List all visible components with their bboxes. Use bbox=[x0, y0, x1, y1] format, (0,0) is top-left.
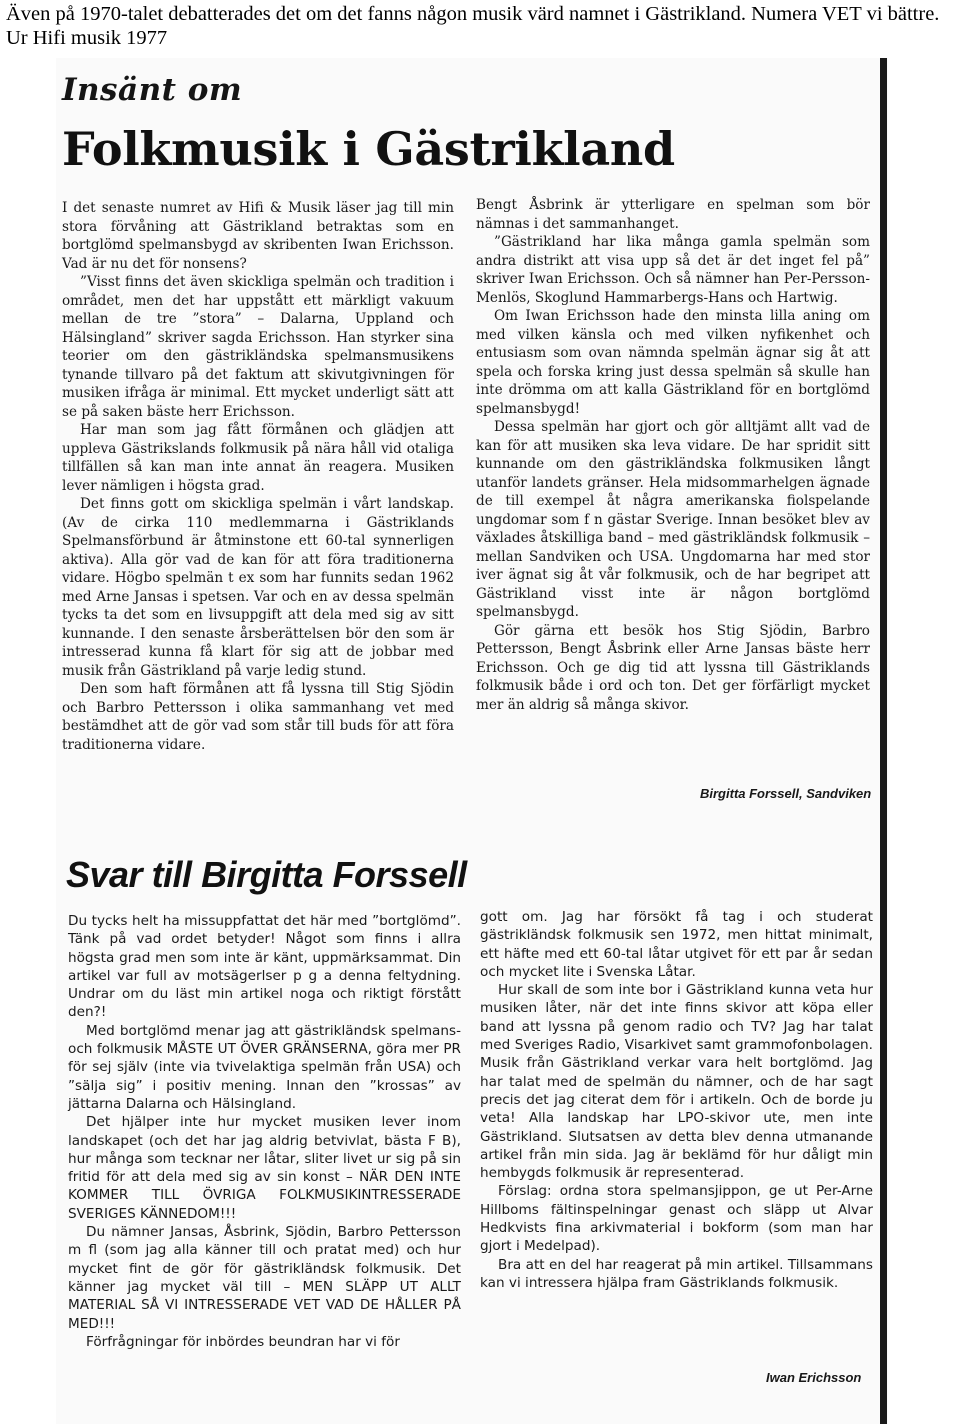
paragraph: Har man som jag fått förmånen och glädjen att uppleva Gästrikslands folkmusik på nära håll vid otaliga tillfällen så kan man inte annat än reagera. Musiken lever nämligen i högsta grad. bbox=[62, 422, 454, 494]
paragraph: Bra att en del har reagerat på min artikel. Tillsammans kan vi intressera hjälpa fram Gästriklands folkmusik. bbox=[480, 1256, 873, 1291]
paragraph: Den som haft förmånen att få lyssna till Stig Sjödin och Barbro Pettersson i olika sammanhang vet med bestämdhet att de gör vad som står till buds för att föra traditionerna vidare. bbox=[62, 681, 454, 753]
paragraph: Förslag: ordna stora spelmansjippon, ge ut Per-Arne Hillboms fältinspelningar genast och släpp ut Alvar Hedkvists fina arkivmaterial i bokform (som man har gjort i Medelpad). bbox=[480, 1183, 873, 1255]
paragraph: ”Visst finns det även skickliga spelmän och tradition i området, men det har uppstått ett märkligt vakuum mellan de tre ”stora” – Dalarna, Uppland och Hälsingland” skriver sagda Erichsson. Han styrker sina teorier om den gästrikländska spelmansmusikens tynande tillvaro på det faktum att skivutgivningen för musiken ifråga är minimal. Ett mycket underligt sätt att se på saken bäste herr Erichsson. bbox=[62, 274, 454, 420]
paragraph: Det finns gott om skickliga spelmän i vårt landskap. (Av de cirka 110 medlemmarna i Gästriklands Spelmansförbund är åtminstone ett 60-tal synnerligen aktiva). Alla gör vad de kan för att föra traditionerna vidare. Högbo spelmän t ex som har funnits sedan 1962 med Arne Jansas i spetsen. Var och en av dessa spelmän tycks ta det som en livsuppgift att dela med sig av sitt kunnande. I den senaste årsberättelsen bör den som är intresserad kunna få klart för sig att de jobbar med musik från Gästrikland på varje ledig stund. bbox=[62, 496, 454, 679]
article-signature: Birgitta Forssell, Sandviken bbox=[700, 786, 872, 801]
paragraph: Hur skall de som inte bor i Gästrikland kunna veta hur musiken låter, när det inte finns skivor att köpa eller band att lyssna på genom radio och TV? Jag har talat med Sveriges Radio, Visarkivet samt grammofonbolagen. Musik från Gästrikland verkar vara helt bortglömd. Jag har talat med de spelmän du nämner, och de har sagt precis det jag citerat dem för i artikeln. Och de borde ju veta! Alla landskap har LPO-skivor ute, men inte Gästrikland. Slutsatsen av detta blev denna utmanande artikel från min sida. Jag är beklämd för hur dåligt min hembygds folkmusik är representerad. bbox=[480, 982, 873, 1182]
paragraph: Om Iwan Erichsson hade den minsta lilla aning om med vilken känsla och med vilken nyfikenhet och entusiasm som ovan nämnda spelmän ägnar sig åt att spela och forska kring just dessa spelmän så skulle han inte drömma om att kalla Gästrikland för en bortglömd spelmansbygd! bbox=[476, 308, 870, 417]
paragraph: Dessa spelmän har gjort och gör alltjämt allt vad de kan för att musiken ska leva vidare. De har spridit sitt kunnande om den gästrikländska folkmusiken långt utanför landets gränser. Hela midsommarhelgen ägnade de till exempel åt några amerikanska fiolspelande ungdomar som f n gästar Sverige. Innan besöket blev av växlades åtskilliga band – med gästrikländsk folkmusik – mellan Sandviken och USA. Ungdomarna har med stor iver ägnat sig åt vår folkmusik, och de har begripet att Gästrikland visst inte är någon bortglömd spelmansbygd. bbox=[476, 419, 870, 620]
paragraph: Du nämner Jansas, Åsbrink, Sjödin, Barbro Pettersson m fl (som jag alla känner till och pratat med) och hur mycket fint de gör för gästrikländsk folkmusik. Det känner jag mycket väl till – MEN SLÄPP UT ALLT MATERIAL SÅ VI INTRESSERADE VET VAD DE HÅLLER PÅ MED!!! bbox=[68, 1224, 461, 1332]
article-column-left bbox=[62, 199, 454, 754]
image-caption: Även på 1970-talet debatterades det om det fanns någon musik värd namnet i Gästrikland. Numera VET vi bättre. Ur Hifi musik 1977 bbox=[6, 3, 940, 49]
paragraph: Bengt Åsbrink är ytterligare en spelman som bör nämnas i det sammanhanget. bbox=[476, 197, 870, 232]
reply-column-right bbox=[480, 908, 873, 1292]
paragraph: Förfrågningar för inbördes beundran har vi för bbox=[86, 1333, 400, 1350]
paragraph: Det hjälper inte hur mycket musiken lever inom landskapet (och det har jag aldrig betvivlat, bästa F B), hur många som tecknar ner låtar, sliter livet ur sig på sin fritid för att dela med sig av sin konst – NÄR DEN INTE KOMMER TILL ÖVRIGA FOLKMUSIKINTRESSERADE SVERIGES KÄNNEDOM!!! bbox=[68, 1114, 461, 1222]
reply-column-left bbox=[68, 912, 461, 1351]
paragraph: gott om. Jag har försökt få tag i och studerat gästrikländsk folkmusik sen 1972, men hittat minimalt, ett häfte med ett 60-tal låtar utgivet för ett par år sedan och mycket lite i Svenska Låtar. bbox=[480, 909, 873, 980]
paragraph: I det senaste numret av Hifi & Musik läser jag till min stora förvåning att Gästrikland betraktas som en bortglömd spelmansbygd av skribenten Iwan Erichsson. Vad är nu det för nonsens? bbox=[62, 200, 454, 272]
paragraph: Du tycks helt ha missuppfattat det här med ”bortglömd”. Tänk på vad ordet betyder! Något som finns i allra högsta grad men som inte är känt, uppmärksammat. Din artikel var full av motsägerlser p g a denna feltydning. Undrar om du läst min artikel noga och riktigt förstått den?! bbox=[68, 913, 461, 1021]
reply-headline: Svar till Birgitta Forssell bbox=[66, 854, 467, 895]
article-column-right bbox=[476, 196, 870, 714]
paragraph: ”Gästrikland har lika många gamla spelmän som andra distrikt att visa upp så det är det inget fel på” skriver Iwan Erichsson. Och så nämner han Per-Persson-Menlös, Skoglund Hammarbergs-Hans och Hartwig. bbox=[476, 234, 870, 306]
paragraph: Gör gärna ett besök hos Stig Sjödin, Barbro Pettersson, Bengt Åsbrink eller Arne Jansas bäste herr Erichsson. Och ge dig tid att lyssna till Gästriklands folkmusik både i ord och ton. Det ger förfärligt mycket mer än aldrig så många skivor. bbox=[476, 622, 870, 713]
clipping-edge-rule bbox=[880, 58, 887, 1424]
reply-signature: Iwan Erichsson bbox=[766, 1370, 862, 1385]
article-kicker: Insänt om bbox=[62, 72, 243, 108]
paragraph: Med bortglömd menar jag att gästrikländsk spelmans- och folkmusik MÅSTE UT ÖVER GRÄNSERNA, göra mer PR för sej själv (inte via tvivelaktiga spelmän från USA) och ”sälja sig” i positiv mening. Innan den ”krossas” av jättarna Dalarna och Hälsingland. bbox=[68, 1022, 461, 1112]
article-headline: Folkmusik i Gästrikland bbox=[62, 122, 675, 176]
